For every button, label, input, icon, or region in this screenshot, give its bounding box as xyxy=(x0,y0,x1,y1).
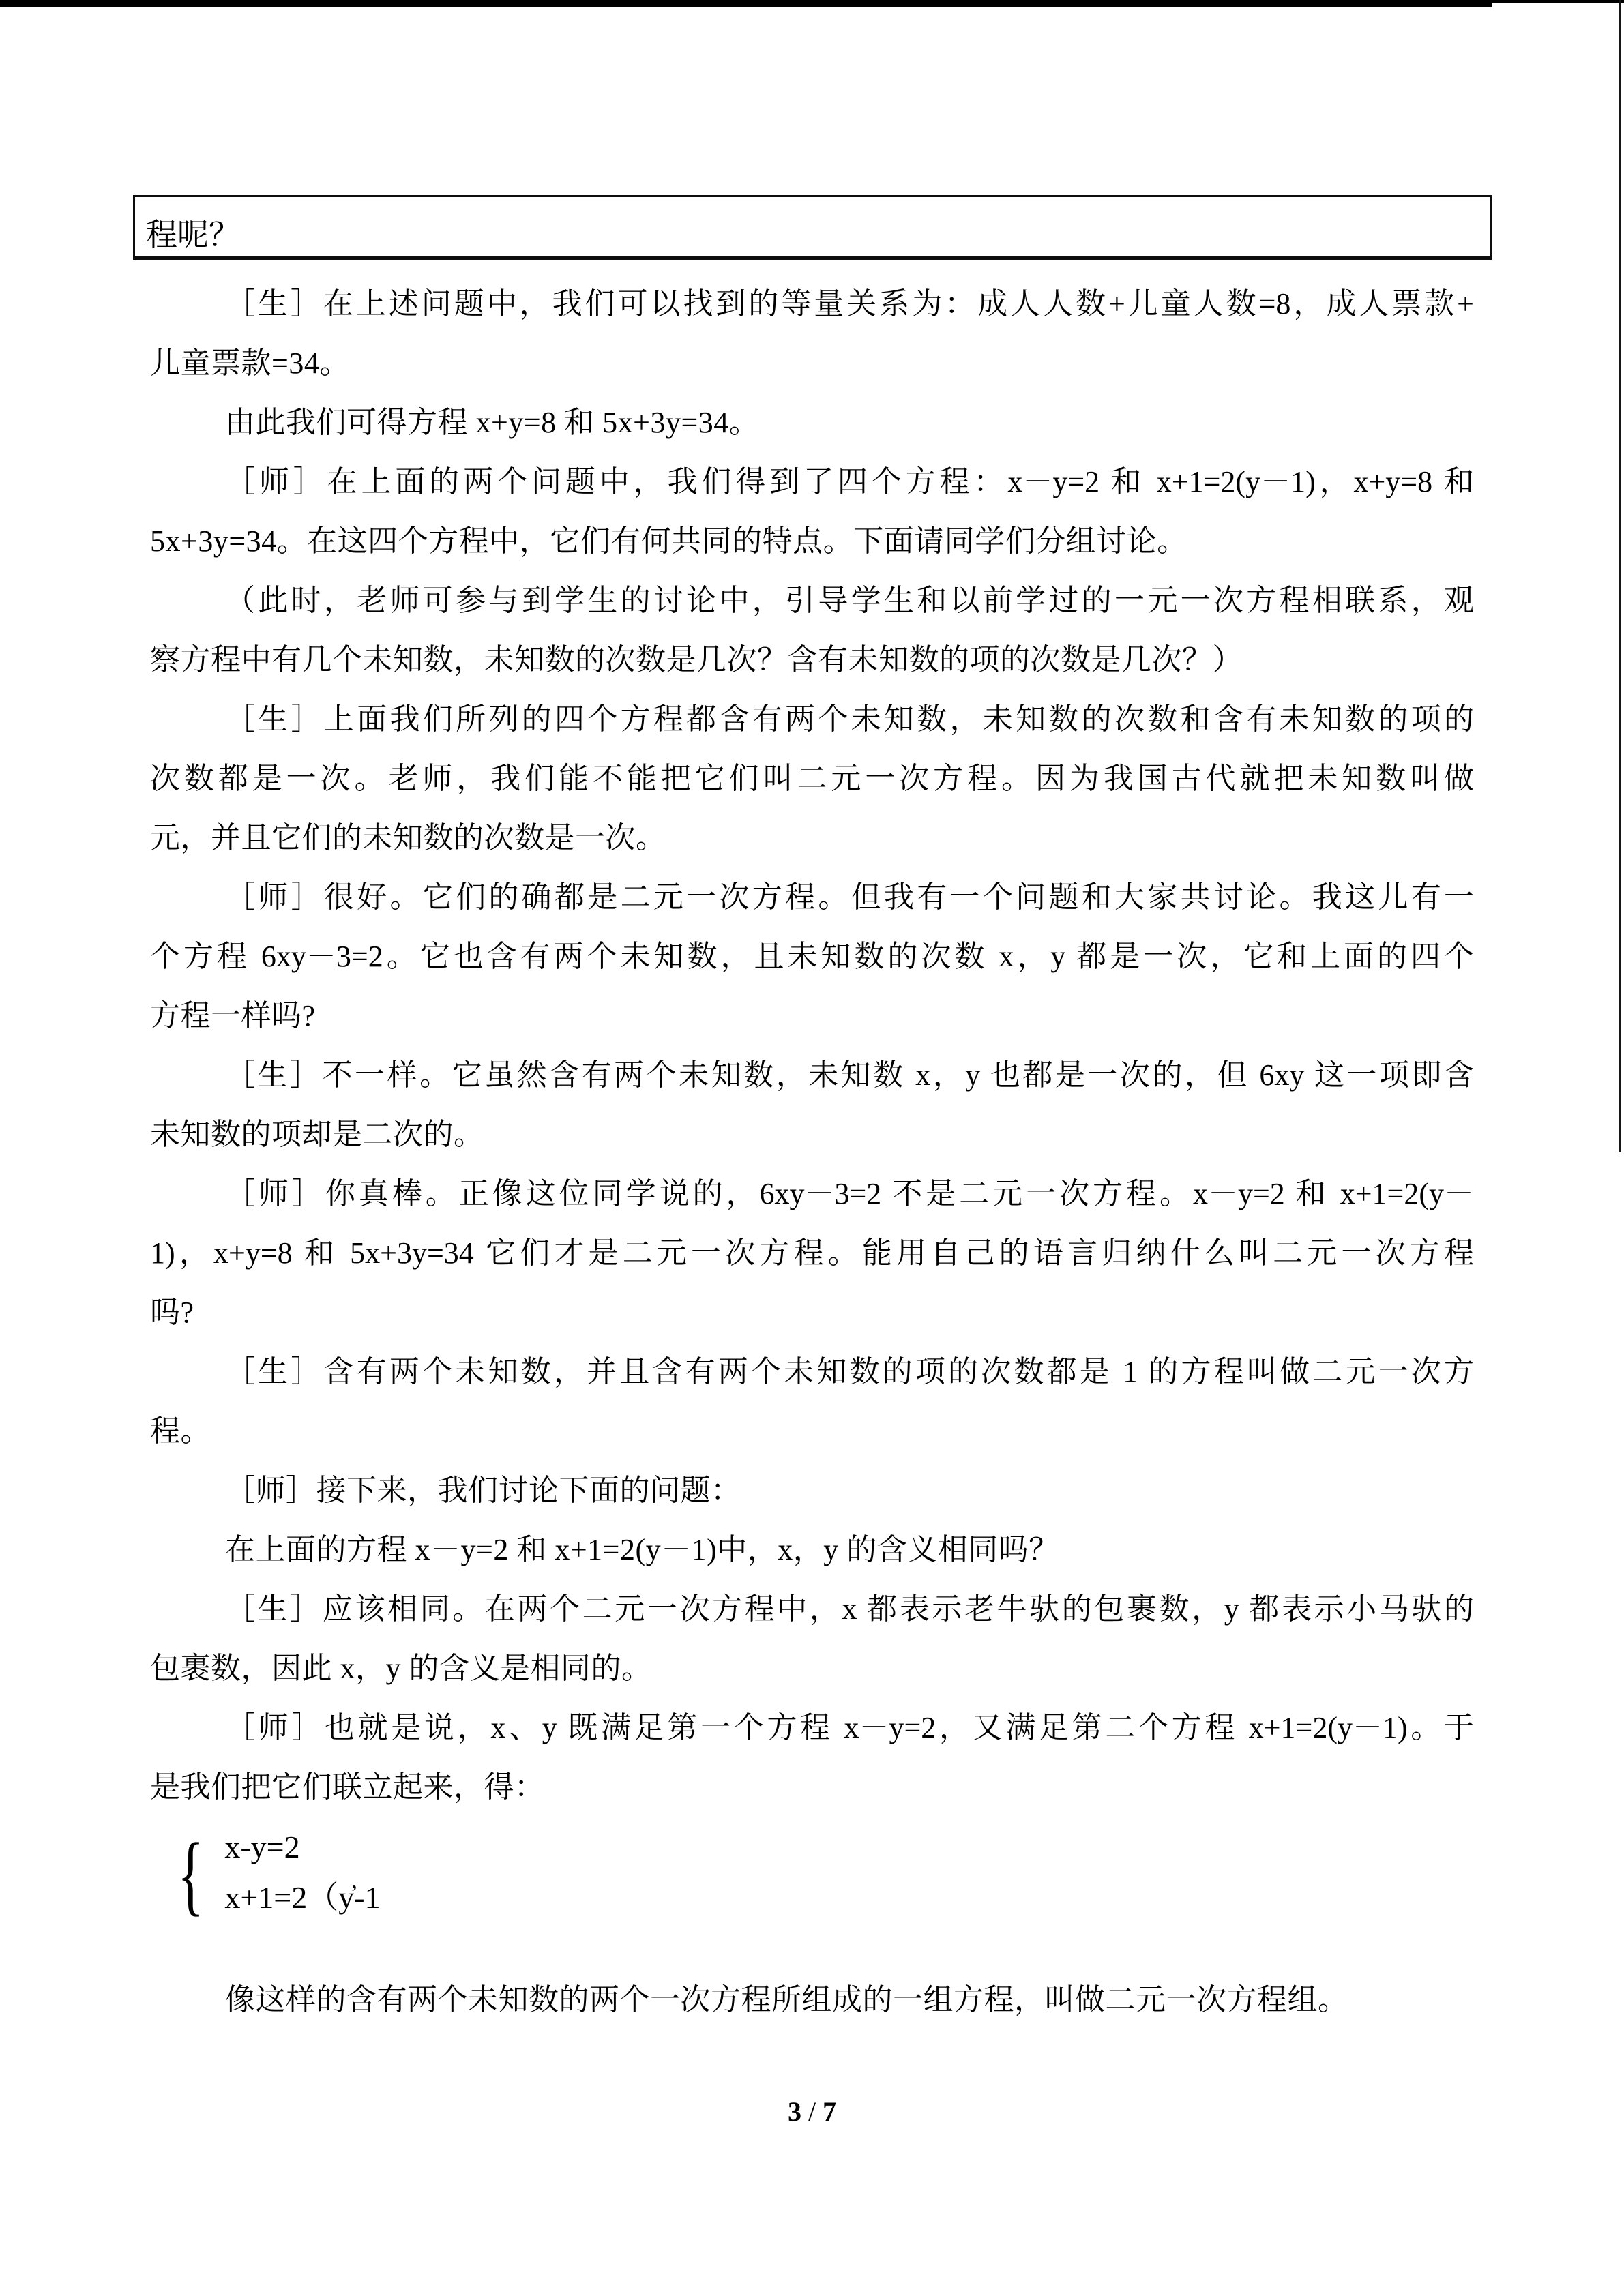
text-line: 程。 xyxy=(150,1414,211,1448)
text-line: 由此我们可得方程 x+y=8 和 5x+3y=34。 xyxy=(225,406,760,439)
text-line: ［师］也就是说，x、y 既满足第一个方程 x－y=2，又满足第二个方程 x+1=2(y－1)。于 xyxy=(225,1711,1474,1744)
equation-second: x+1=2（y̓-1 xyxy=(224,1880,381,1915)
system-brace: { xyxy=(177,1824,205,1924)
text-line: 是我们把它们联立起来，得： xyxy=(150,1770,545,1804)
text-line: 未知数的项却是二次的。 xyxy=(150,1118,484,1151)
top-edge-rule-thick xyxy=(0,0,1492,7)
body-text xyxy=(150,274,1474,2029)
total-page-number: 7 xyxy=(823,2096,837,2127)
text-line: 1)，x+y=8 和 5x+3y=34 它们才是二元一次方程。能用自己的语言归纳什么叫二元一次方程 xyxy=(150,1236,1474,1270)
text-line: ［师］很好。它们的确都是二元一次方程。但我有一个问题和大家共讨论。我这儿有一 xyxy=(225,880,1474,914)
text-line: 在上面的方程 x－y=2 和 x+1=2(y－1)中，x，y 的含义相同吗？ xyxy=(225,1533,1059,1566)
equation-first: x-y=2 xyxy=(224,1830,300,1864)
text-line: 吗? xyxy=(150,1296,194,1329)
text-line: 次数都是一次。老师，我们能不能把它们叫二元一次方程。因为我国古代就把未知数叫做 xyxy=(150,762,1474,795)
text-line: ［师］在上面的两个问题中，我们得到了四个方程：x－y=2 和 x+1=2(y－1)，x+y=8 和 xyxy=(225,465,1474,498)
text-line: 包裹数，因此 x，y 的含义是相同的。 xyxy=(150,1652,652,1685)
text-line: ［师］接下来，我们讨论下面的问题： xyxy=(225,1474,741,1507)
text-line: （此时，老师可参与到学生的讨论中，引导学生和以前学过的一元一次方程相联系，观 xyxy=(225,584,1474,617)
equation-lines xyxy=(224,1821,380,1923)
text-line: ［生］上面我们所列的四个方程都含有两个未知数，未知数的次数和含有未知数的项的 xyxy=(225,702,1474,736)
continuation-text: 程呢？ xyxy=(146,218,240,252)
text-line: 元，并且它们的未知数的次数是一次。 xyxy=(150,821,666,854)
text-line: 察方程中有几个未知数，未知数的次数是几次？含有未知数的项的次数是几次？） xyxy=(150,643,1243,676)
current-page-number: 3 xyxy=(787,2096,801,2127)
text-line: 5x+3y=34。在这四个方程中，它们有何共同的特点。下面请同学们分组讨论。 xyxy=(150,524,1187,558)
page-number xyxy=(0,2095,1624,2129)
text-line: 像这样的含有两个未知数的两个一次方程所组成的一组方程，叫做二元一次方程组。 xyxy=(225,1983,1348,2016)
text-line: ［生］不一样。它虽然含有两个未知数，未知数 x，y 也都是一次的，但 6xy 这一项即含 xyxy=(225,1058,1474,1092)
page-number-separator: / xyxy=(808,2096,816,2127)
text-line: 个方程 6xy－3=2。它也含有两个未知数，且未知数的次数 x，y 都是一次，它和上面的四个 xyxy=(150,940,1474,973)
text-line: ［生］应该相同。在两个二元一次方程中，x 都表示老牛驮的包裹数，y 都表示小马驮的 xyxy=(225,1592,1474,1626)
text-line: 儿童票款=34。 xyxy=(150,346,350,380)
text-line: 方程一样吗? xyxy=(150,999,316,1032)
text-line: ［生］在上述问题中，我们可以找到的等量关系为：成人人数+儿童人数=8，成人票款+ xyxy=(225,287,1474,320)
text-line: ［生］含有两个未知数，并且含有两个未知数的项的次数都是 1 的方程叫做二元一次方 xyxy=(225,1355,1474,1388)
equation-system xyxy=(150,1817,1474,1970)
text-line: ［师］你真棒。正像这位同学说的，6xy－3=2 不是二元一次方程。x－y=2 和 x+1=2(y－ xyxy=(225,1177,1474,1210)
right-edge-rule xyxy=(1619,0,1621,1152)
continuation-text-box xyxy=(133,195,1492,260)
